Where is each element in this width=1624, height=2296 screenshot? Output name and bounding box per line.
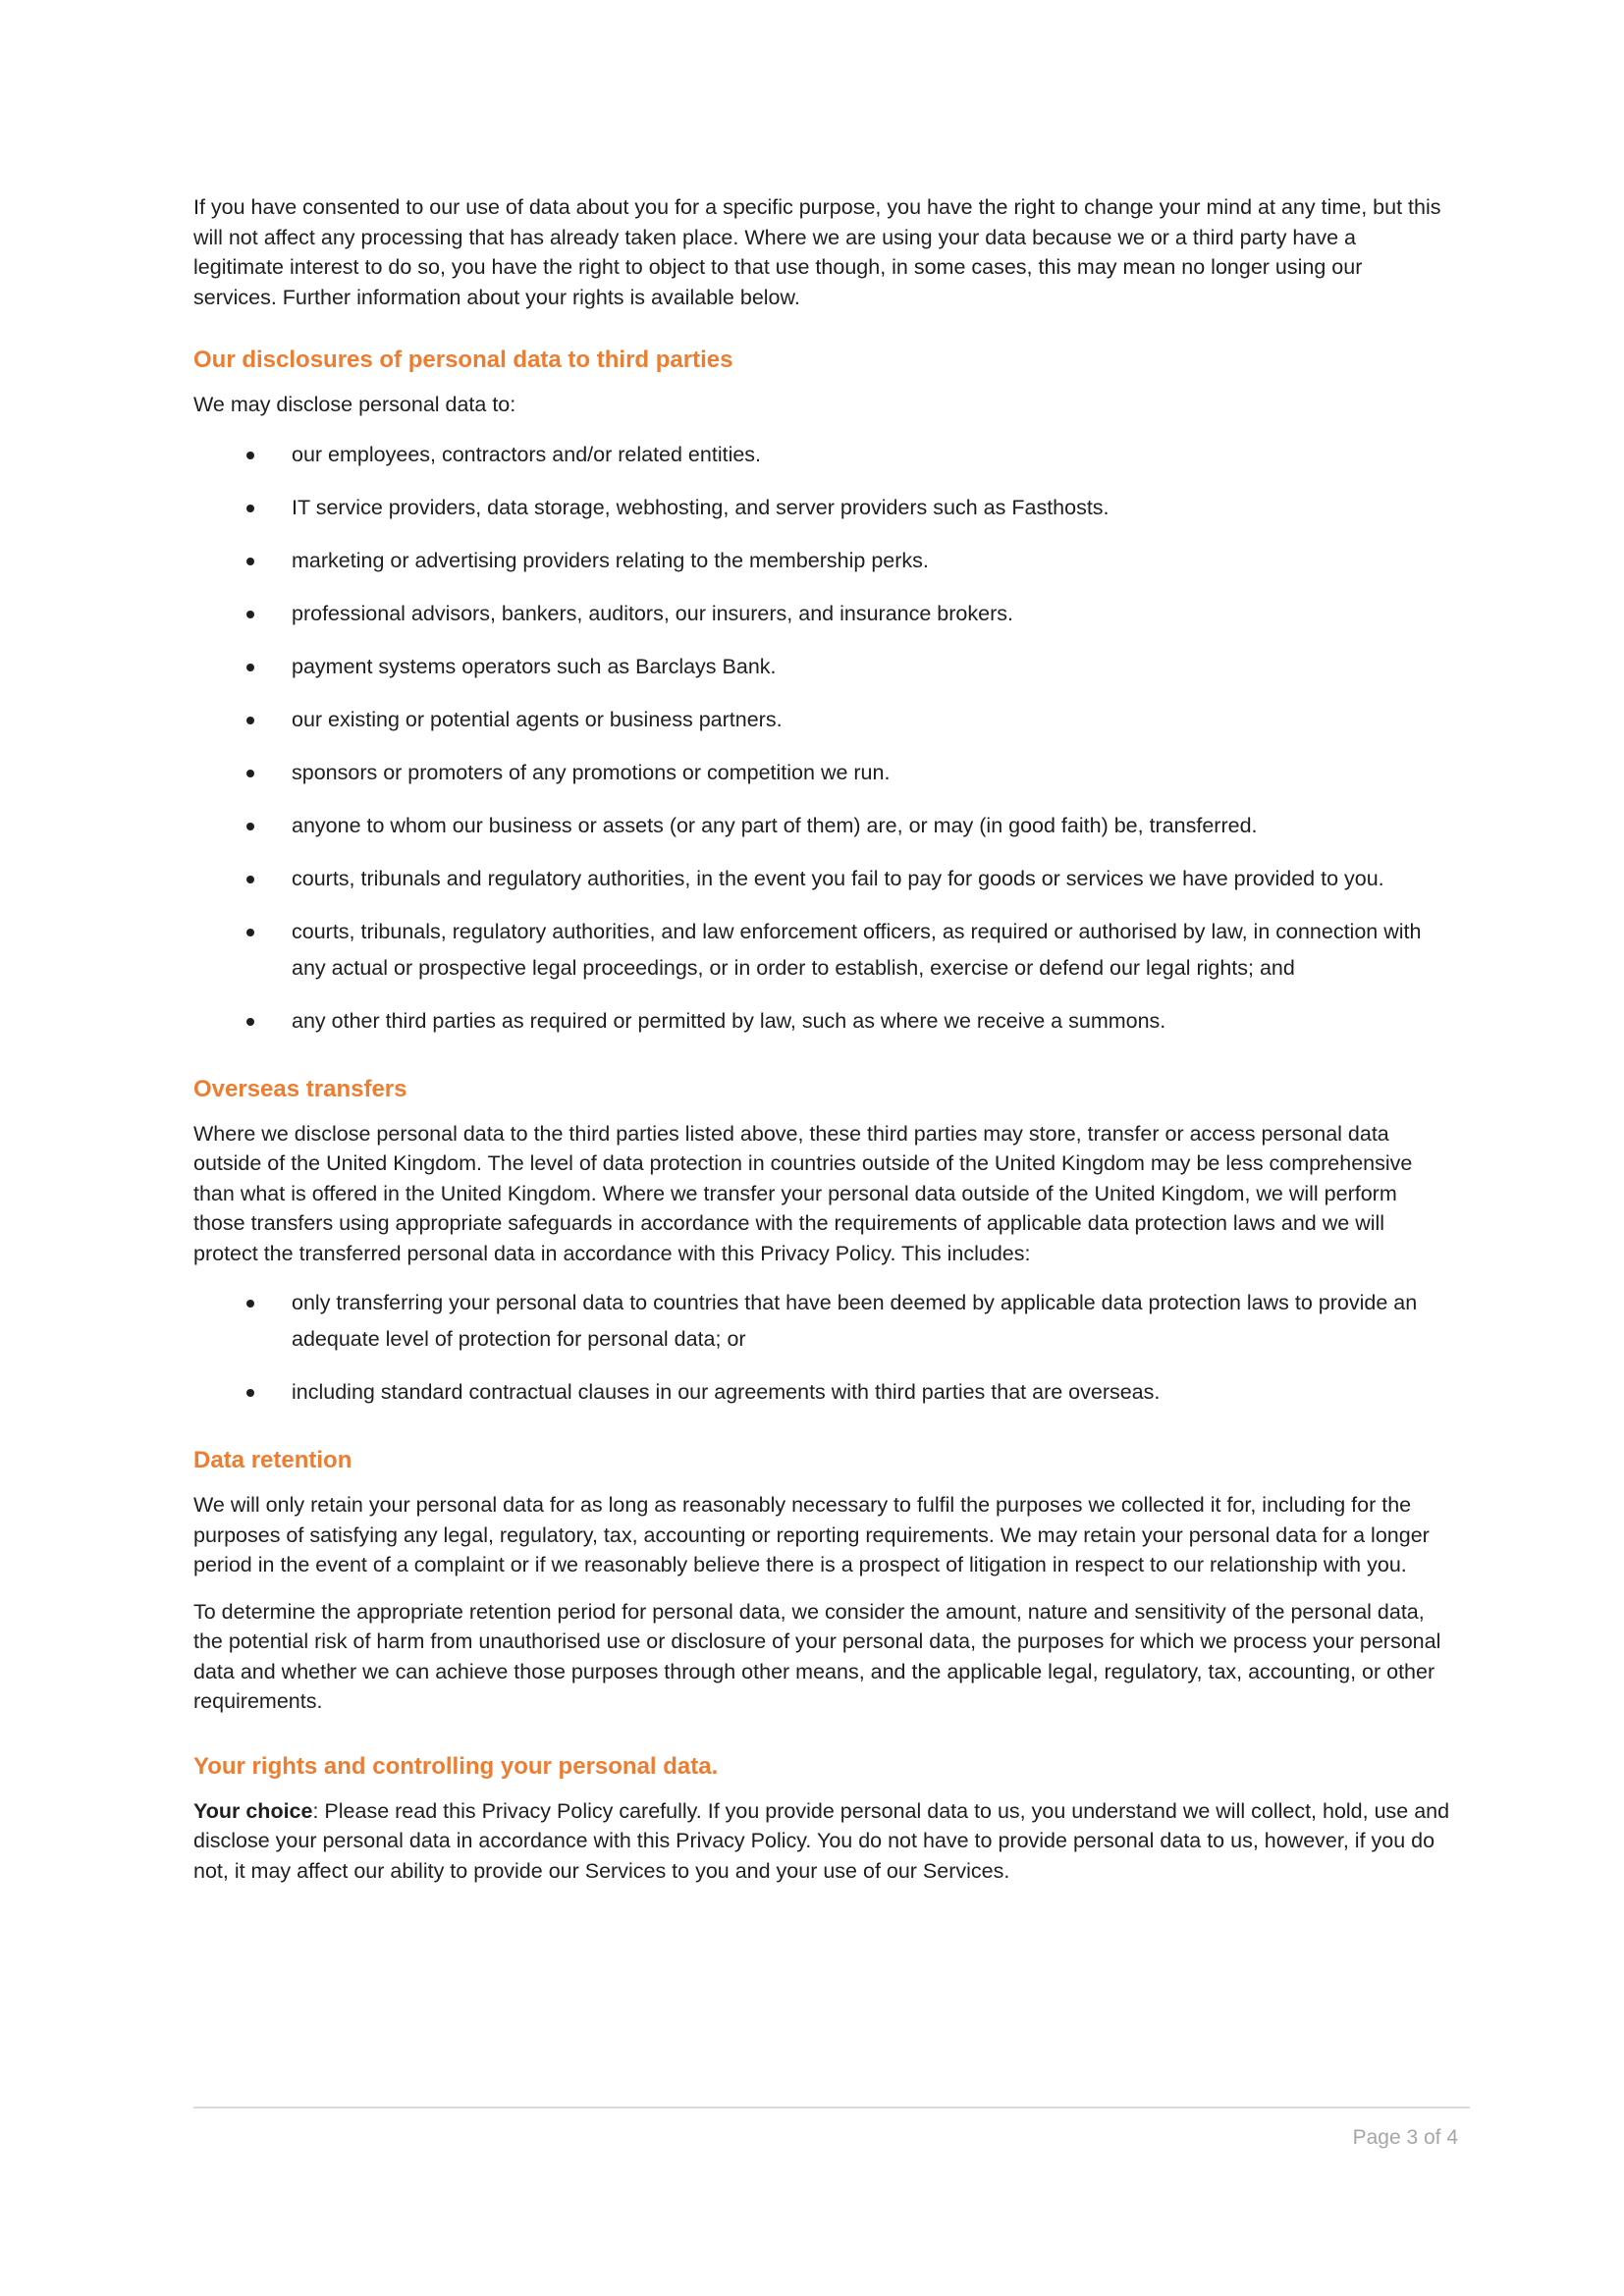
overseas-paragraph: Where we disclose personal data to the third parties listed above, these third parties may store, transfer or access personal data outside of the United Kingdom. The level of data protection in countries outside of the United Kingdom may be less comprehensive than what is offered in the United Kingdom. Where we transfer your personal data outside of the United Kingdom, we will perform those transfers using appropriate safeguards in accordance with the requirements of applicable data protection laws and we will protect the transferred personal data in accordance with this Privacy Policy. This includes:	[193, 1121, 1413, 1265]
disclosures-list	[193, 437, 1450, 1040]
list-item: marketing or advertising providers relating to the membership perks.	[193, 543, 1450, 579]
your-choice-label: Your choice	[193, 1798, 313, 1823]
your-choice-text: : Please read this Privacy Policy carefully. If you provide personal data to us, you understand we will collect, hold, use and disclose your personal data in accordance with this Privacy Policy. You do not have to provide personal data to us, however, if you do not, it may affect our ability to provide our Services to you and your use of our Services.	[193, 1798, 1450, 1883]
list-item: only transferring your personal data to countries that have been deemed by applicable data protection laws to provide an adequate level of protection for personal data; or	[193, 1285, 1450, 1358]
list-item: anyone to whom our business or assets (or any part of them) are, or may (in good faith) be, transferred.	[193, 808, 1450, 844]
bullet-icon	[246, 929, 254, 936]
bullet-icon	[246, 770, 254, 777]
bullet-icon	[246, 1389, 254, 1397]
list-item: any other third parties as required or permitted by law, such as where we receive a summons.	[193, 1003, 1450, 1040]
list-item: courts, tribunals, regulatory authorities, and law enforcement officers, as required or authorised by law, in connection with any actual or prospective legal proceedings, or in order to establish, exercise or defend our legal rights; and	[193, 914, 1450, 987]
list-item: courts, tribunals and regulatory authorities, in the event you fail to pay for goods or services we have provided to you.	[193, 861, 1450, 897]
document-page	[193, 192, 1450, 1886]
page-number: Page 3 of 4	[1352, 2126, 1458, 2149]
list-item: including standard contractual clauses in our agreements with third parties that are overseas.	[193, 1374, 1450, 1411]
list-item: IT service providers, data storage, webhosting, and server providers such as Fasthosts.	[193, 490, 1450, 526]
bullet-icon	[246, 823, 254, 830]
rights-heading: Your rights and controlling your personal data.	[193, 1752, 719, 1780]
bullet-icon	[246, 1300, 254, 1308]
rights-paragraph	[193, 1796, 1450, 1887]
bullet-icon	[246, 505, 254, 512]
bullet-icon	[246, 1018, 254, 1026]
list-item: professional advisors, bankers, auditors, our insurers, and insurance brokers.	[193, 596, 1450, 632]
list-item: our employees, contractors and/or related entities.	[193, 437, 1450, 473]
bullet-icon	[246, 452, 254, 459]
bullet-icon	[246, 664, 254, 671]
disclosures-heading: Our disclosures of personal data to third parties	[193, 347, 733, 373]
disclosures-lead: We may disclose personal data to:	[193, 393, 516, 416]
overseas-heading: Overseas transfers	[193, 1075, 407, 1102]
list-item: our existing or potential agents or business partners.	[193, 702, 1450, 738]
bullet-icon	[246, 717, 254, 724]
list-item: sponsors or promoters of any promotions or competition we run.	[193, 755, 1450, 791]
bullet-icon	[246, 558, 254, 565]
list-item: payment systems operators such as Barclays Bank.	[193, 649, 1450, 685]
retention-paragraph-2: To determine the appropriate retention period for personal data, we consider the amount, nature and sensitivity of the personal data, the potential risk of harm from unauthorised use or disclosure of your personal data, the purposes for which we process your personal data and whether we can achieve those purposes through other means, and the applicable legal, regulatory, tax, accounting, or other requirements.	[193, 1599, 1441, 1713]
bullet-icon	[246, 611, 254, 618]
intro-paragraph: If you have consented to our use of data about you for a specific purpose, you have the right to change your mind at any time, but this will not affect any processing that has already taken place. Where we are using your data because we or a third party have a legitimate interest to do so, you have the right to object to that use though, in some cases, this may mean no longer using our services. Further information about your rights is available below.	[193, 195, 1441, 309]
overseas-list	[193, 1285, 1450, 1411]
footer-divider	[193, 2107, 1470, 2109]
bullet-icon	[246, 876, 254, 883]
retention-paragraph-1: We will only retain your personal data for as long as reasonably necessary to fulfil the purposes we collected it for, including for the purposes of satisfying any legal, regulatory, tax, accounting or reporting requirements. We may retain your personal data for a longer period in the event of a complaint or if we reasonably believe there is a prospect of litigation in respect to our relationship with you.	[193, 1493, 1430, 1576]
retention-heading: Data retention	[193, 1447, 352, 1473]
